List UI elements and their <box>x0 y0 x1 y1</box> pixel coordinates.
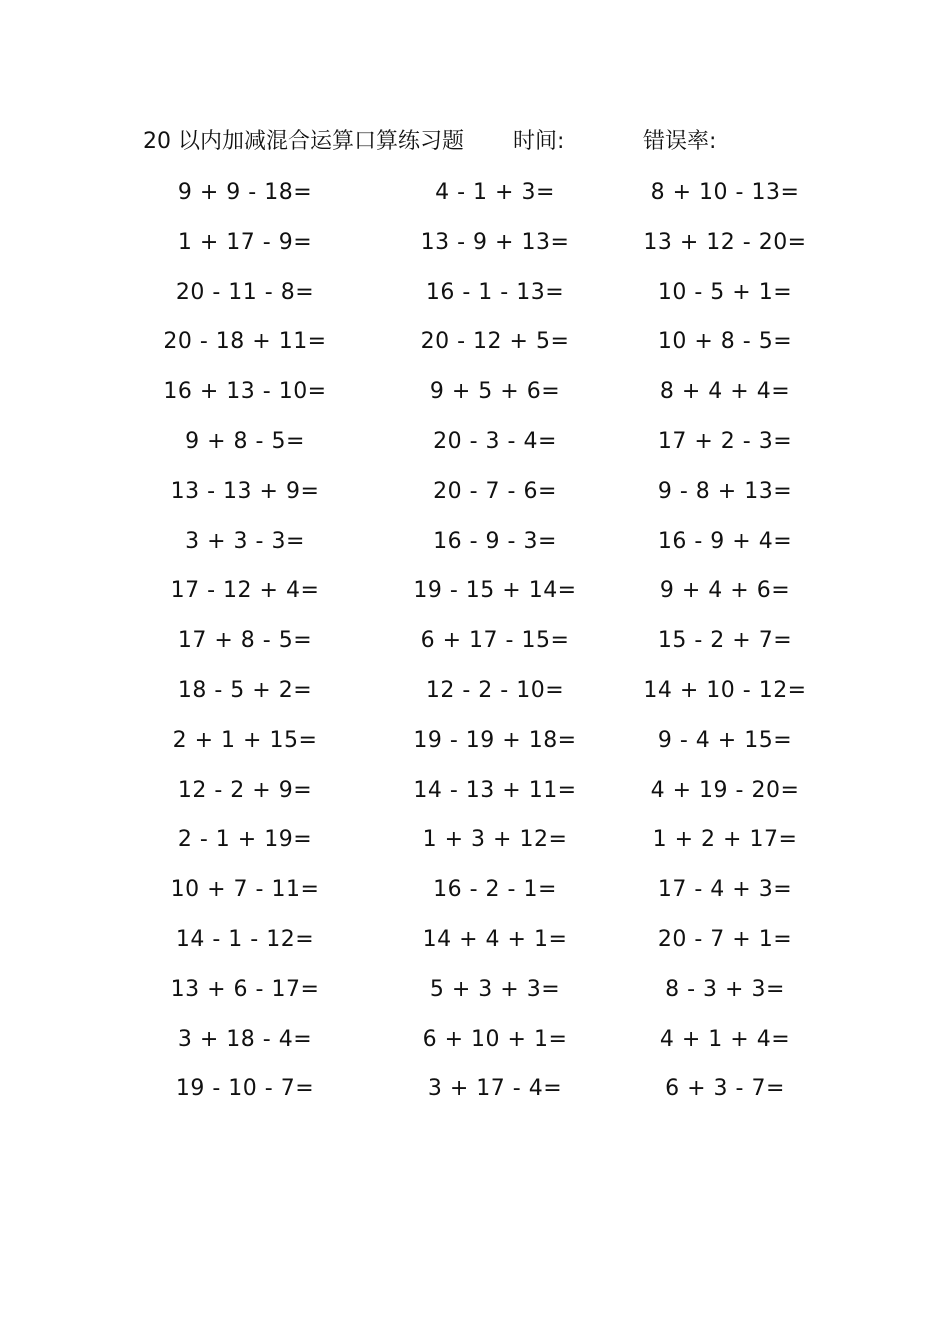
problem-cell: 9 + 5 + 6= <box>429 379 561 405</box>
problem-cell: 17 + 2 - 3= <box>657 428 793 454</box>
problem-cell: 2 - 1 + 19= <box>177 827 313 853</box>
problem-cell: 9 + 8 - 5= <box>185 428 305 454</box>
problem-row <box>130 566 820 616</box>
problem-cell: 4 + 19 - 20= <box>650 777 800 803</box>
problem-cell: 10 + 7 - 11= <box>170 877 320 903</box>
problem-cell: 16 - 2 - 1= <box>433 877 557 903</box>
problem-cell: 13 - 13 + 9= <box>170 478 320 504</box>
problem-row <box>130 268 820 318</box>
problem-cell: 13 + 12 - 20= <box>643 229 807 255</box>
problem-cell: 14 - 13 + 11= <box>413 777 577 803</box>
time-label: 时间: <box>513 129 565 154</box>
problem-cell: 16 + 13 - 10= <box>163 379 327 405</box>
problem-cell: 19 - 19 + 18= <box>413 727 577 753</box>
problem-cell: 2 + 1 + 15= <box>172 727 318 753</box>
problem-cell: 10 - 5 + 1= <box>657 279 793 305</box>
problem-cell: 6 + 17 - 15= <box>420 628 570 654</box>
worksheet-title: 20 以内加减混合运算口算练习题 <box>143 129 464 154</box>
problem-cell: 17 + 8 - 5= <box>177 628 313 654</box>
problem-row <box>130 766 820 816</box>
problem-cell: 16 - 9 - 3= <box>433 528 557 554</box>
problem-row <box>130 616 820 666</box>
problem-cell: 15 - 2 + 7= <box>657 628 793 654</box>
problem-cell: 19 - 10 - 7= <box>175 1076 315 1102</box>
problem-row <box>130 716 820 766</box>
problem-row <box>130 865 820 915</box>
problem-cell: 4 - 1 + 3= <box>435 180 555 205</box>
problem-cell: 13 + 6 - 17= <box>170 976 320 1002</box>
problem-grid <box>130 168 820 1114</box>
problem-cell: 14 - 1 - 12= <box>175 926 315 952</box>
error-rate-label: 错误率: <box>643 129 717 154</box>
problem-cell: 17 - 12 + 4= <box>170 578 320 604</box>
problem-cell: 14 + 4 + 1= <box>422 926 568 952</box>
problem-cell: 1 + 3 + 12= <box>422 827 568 853</box>
problem-cell: 18 - 5 + 2= <box>177 677 313 703</box>
problem-cell: 3 + 18 - 4= <box>177 1026 313 1052</box>
problem-cell: 3 + 3 - 3= <box>185 528 305 554</box>
problem-row <box>130 815 820 865</box>
problem-cell: 5 + 3 + 3= <box>429 976 561 1002</box>
problem-cell: 6 + 3 - 7= <box>665 1076 785 1102</box>
problem-row <box>130 517 820 567</box>
problem-row <box>130 1015 820 1065</box>
problem-cell: 8 - 3 + 3= <box>665 976 785 1002</box>
problem-cell: 12 - 2 - 10= <box>425 677 565 703</box>
problem-cell: 9 - 8 + 13= <box>657 478 793 504</box>
problem-cell: 20 - 7 + 1= <box>657 926 793 952</box>
problem-row <box>130 218 820 268</box>
problem-cell: 9 - 4 + 15= <box>657 727 793 753</box>
problem-cell: 12 - 2 + 9= <box>177 777 313 803</box>
problem-cell: 14 + 10 - 12= <box>643 677 807 703</box>
problem-row <box>130 168 820 218</box>
problem-row <box>130 467 820 517</box>
problem-cell: 3 + 17 - 4= <box>427 1076 563 1102</box>
problem-cell: 4 + 1 + 4= <box>659 1026 791 1052</box>
problem-cell: 20 - 18 + 11= <box>163 329 327 355</box>
problem-cell: 1 + 2 + 17= <box>652 827 798 853</box>
problem-cell: 13 - 9 + 13= <box>420 229 570 255</box>
problem-cell: 20 - 7 - 6= <box>433 478 557 504</box>
problem-cell: 9 + 4 + 6= <box>659 578 791 604</box>
problem-cell: 16 - 9 + 4= <box>657 528 793 554</box>
problem-row <box>130 965 820 1015</box>
problem-cell: 10 + 8 - 5= <box>657 329 793 355</box>
problem-cell: 20 - 11 - 8= <box>175 279 315 305</box>
problem-cell: 19 - 15 + 14= <box>413 578 577 604</box>
problem-row <box>130 666 820 716</box>
problem-row <box>130 317 820 367</box>
problem-cell: 1 + 17 - 9= <box>177 229 313 255</box>
problem-cell: 6 + 10 + 1= <box>422 1026 568 1052</box>
problem-row <box>130 915 820 965</box>
problem-cell: 20 - 12 + 5= <box>420 329 570 355</box>
worksheet-header <box>143 124 823 160</box>
problem-cell: 8 + 4 + 4= <box>659 379 791 405</box>
problem-row <box>130 1064 820 1114</box>
problem-cell: 8 + 10 - 13= <box>650 180 800 205</box>
problem-cell: 9 + 9 - 18= <box>177 180 313 205</box>
problem-row <box>130 367 820 417</box>
problem-row <box>130 417 820 467</box>
problem-cell: 20 - 3 - 4= <box>433 428 557 454</box>
problem-cell: 16 - 1 - 13= <box>425 279 565 305</box>
problem-cell: 17 - 4 + 3= <box>657 877 793 903</box>
